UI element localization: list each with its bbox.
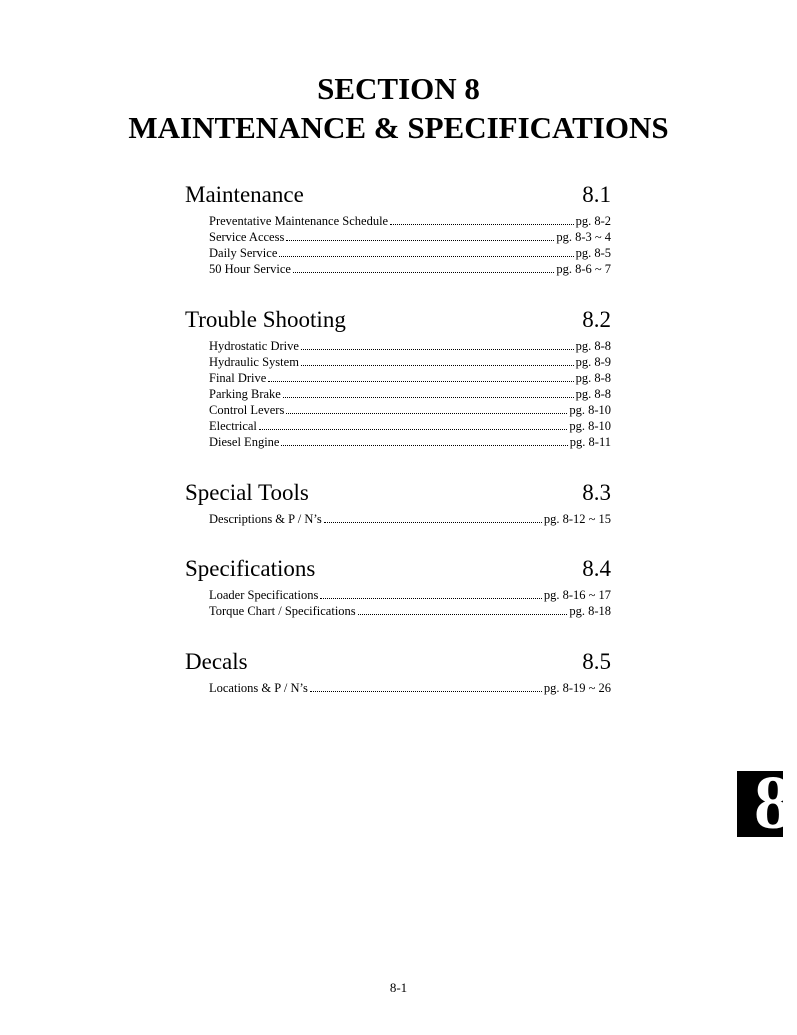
toc-entry[interactable] — [209, 245, 611, 261]
toc-entry[interactable] — [209, 418, 611, 434]
toc-section-number: 8.2 — [582, 307, 611, 332]
dot-leader — [268, 371, 573, 382]
toc-entry[interactable] — [209, 587, 611, 603]
toc-section-name: Maintenance — [185, 182, 304, 207]
toc-entry-label: Descriptions & P / N’s — [209, 512, 322, 526]
toc-entry-label: Locations & P / N’s — [209, 681, 308, 695]
toc-entry-label: 50 Hour Service — [209, 262, 291, 276]
dot-leader — [310, 681, 542, 692]
section-tab-number: 8 — [754, 761, 792, 845]
section-tab — [737, 761, 792, 845]
dot-leader — [259, 419, 567, 430]
toc-entry-label: Parking Brake — [209, 387, 281, 401]
section-title: SECTION 8 — [317, 71, 480, 106]
toc-section-number: 8.5 — [582, 649, 611, 674]
dot-leader — [279, 246, 573, 257]
toc-entry-page: pg. 8-3 ~ 4 — [556, 230, 611, 244]
toc-section-name: Specifications — [185, 556, 316, 581]
toc-entry-page: pg. 8-8 — [575, 371, 611, 385]
toc-entry-label: Diesel Engine — [209, 435, 280, 449]
toc-section-maintenance — [185, 181, 611, 277]
page-number: 8-1 — [389, 980, 408, 995]
toc-section-header — [185, 555, 611, 583]
dot-leader — [286, 230, 554, 241]
toc-entry[interactable] — [209, 434, 611, 450]
toc-section-number: 8.1 — [582, 182, 611, 207]
dot-leader — [390, 214, 573, 225]
toc-entry[interactable] — [209, 338, 611, 354]
toc-entry-label: Hydraulic System — [209, 355, 299, 369]
toc-section-number: 8.4 — [582, 556, 611, 581]
toc-entry-page: pg. 8-8 — [575, 387, 611, 401]
toc-entry-label: Loader Specifications — [209, 588, 319, 602]
toc-entry[interactable] — [209, 261, 611, 277]
toc-entry[interactable] — [209, 603, 611, 619]
toc-entry-label: Final Drive — [209, 371, 267, 385]
toc-section-decals — [185, 648, 611, 696]
toc-section-name: Special Tools — [185, 480, 309, 505]
dot-leader — [293, 262, 554, 273]
toc-entry[interactable] — [209, 680, 611, 696]
toc-section-name: Decals — [185, 649, 248, 674]
toc-entry-label: Service Access — [209, 230, 285, 244]
dot-leader — [324, 512, 542, 523]
toc-entry-label: Control Levers — [209, 403, 285, 417]
toc-section-name: Trouble Shooting — [185, 307, 346, 332]
toc-section-header — [185, 306, 611, 334]
toc-entry[interactable] — [209, 402, 611, 418]
toc-entry-page: pg. 8-2 — [575, 214, 611, 228]
toc-entry[interactable] — [209, 511, 611, 527]
toc-section-header — [185, 479, 611, 507]
toc-entry-label: Torque Chart / Specifications — [209, 604, 356, 618]
toc-entry-page: pg. 8-9 — [575, 355, 611, 369]
toc-entry-page: pg. 8-8 — [575, 339, 611, 353]
toc-section-header — [185, 181, 611, 209]
toc-entry-label: Daily Service — [209, 246, 278, 260]
toc-entry[interactable] — [209, 354, 611, 370]
dot-leader — [301, 355, 574, 366]
toc-entry-label: Preventative Maintenance Schedule — [209, 214, 389, 228]
dot-leader — [283, 387, 574, 398]
toc-entry-page: pg. 8-6 ~ 7 — [556, 262, 611, 276]
toc-entry-page: pg. 8-18 — [569, 604, 611, 618]
dot-leader — [358, 604, 568, 615]
dot-leader — [281, 435, 567, 446]
toc-entry[interactable] — [209, 370, 611, 386]
toc-section-trouble-shooting — [185, 306, 611, 450]
section-subtitle: MAINTENANCE & SPECIFICATIONS — [128, 110, 669, 145]
dot-leader — [301, 339, 574, 350]
toc-entry-label: Hydrostatic Drive — [209, 339, 299, 353]
toc-entry-page: pg. 8-10 — [569, 419, 611, 433]
toc-entry-page: pg. 8-11 — [569, 435, 611, 449]
toc-section-specifications — [185, 555, 611, 619]
toc-entry[interactable] — [209, 229, 611, 245]
toc-entry-page: pg. 8-19 ~ 26 — [543, 681, 611, 695]
toc-entry-page: pg. 8-12 ~ 15 — [543, 512, 611, 526]
toc-section-number: 8.3 — [582, 480, 611, 505]
dot-leader — [286, 403, 567, 414]
toc-entry-page: pg. 8-5 — [575, 246, 611, 260]
toc-entry[interactable] — [209, 213, 611, 229]
dot-leader — [320, 588, 541, 599]
toc-section-special-tools — [185, 479, 611, 527]
toc-entry[interactable] — [209, 386, 611, 402]
toc-section-header — [185, 648, 611, 676]
toc-entry-label: Electrical — [209, 419, 257, 433]
toc-entry-page: pg. 8-10 — [569, 403, 611, 417]
toc-entry-page: pg. 8-16 ~ 17 — [543, 588, 611, 602]
